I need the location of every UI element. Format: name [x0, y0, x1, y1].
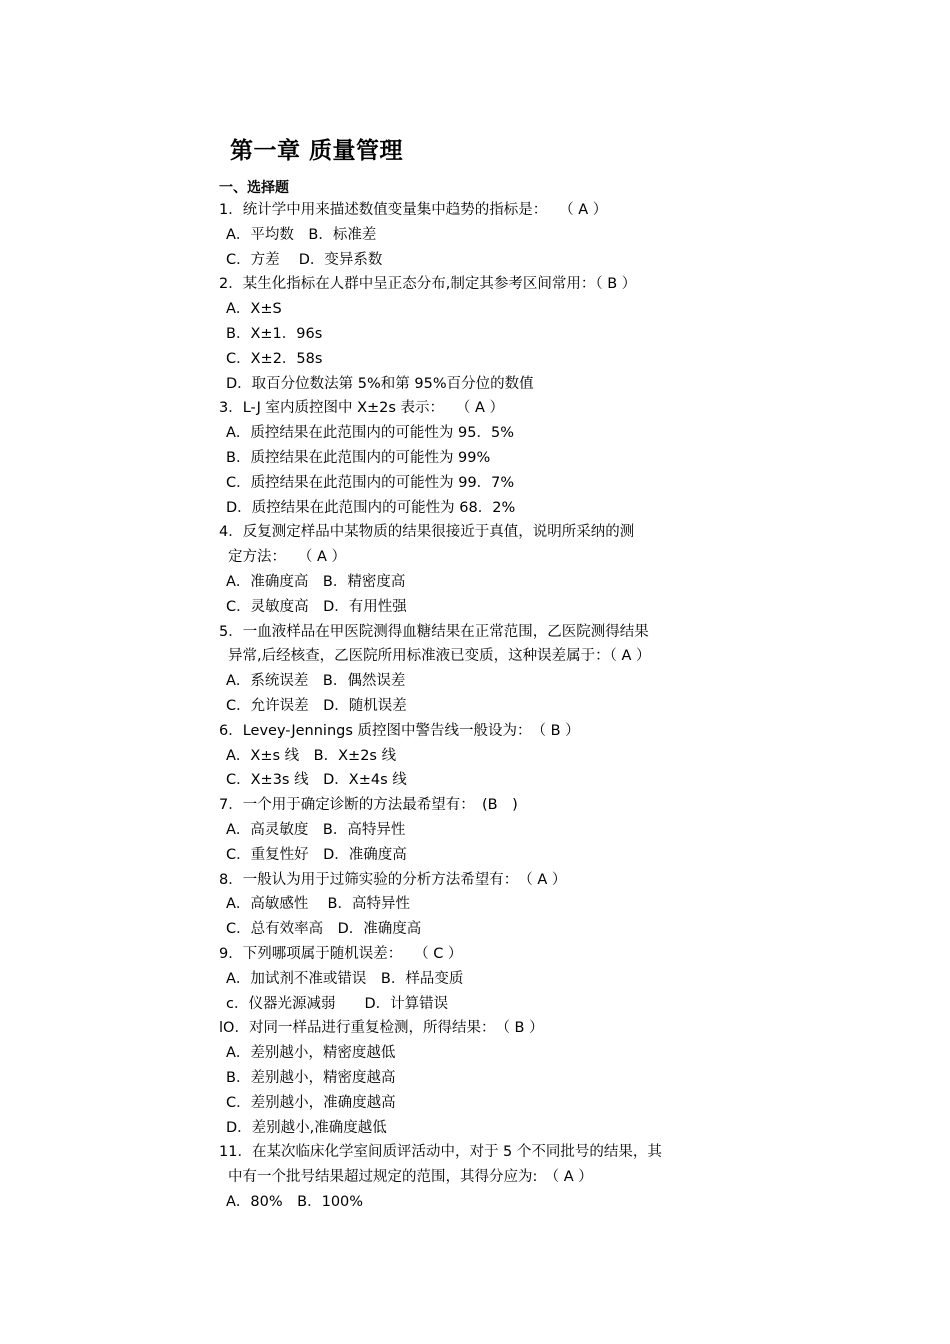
- question-line: 8．一般认为用于过筛实验的分析方法希望有： （ A ）: [219, 871, 567, 888]
- option-line: C．重复性好 D．准确度高: [226, 846, 407, 863]
- option-line: A．准确度高 B．精密度高: [226, 574, 406, 590]
- option-line: C．X±3s 线 D．X±4s 线: [226, 772, 407, 789]
- option-line: D．质控结果在此范围内的可能性为 68．2%: [226, 499, 516, 516]
- option-line: A．高敏感性 B．高特异性: [226, 896, 410, 913]
- question-line: 6．Levey-Jennings 质控图中警告线一般设为： （ B ）: [219, 722, 580, 739]
- question-continuation: 中有一个批号结果超过规定的范围，其得分应为: （ A ）: [228, 1169, 593, 1186]
- option-line: D．差别越小,准确度越低: [226, 1119, 387, 1136]
- chapter-title: 第一章 质量管理: [230, 137, 404, 164]
- option-line: A．X±S: [226, 301, 282, 318]
- question-line: 5．一血液样品在甲医院测得血糖结果在正常范围，乙医院测得结果: [219, 623, 649, 640]
- question-continuation: 定方法： （ A ）: [228, 549, 346, 566]
- question-continuation: 异常,后经核查，乙医院所用标准液已变质，这种误差属于：（ A ）: [228, 648, 651, 665]
- option-line: A．X±s 线 B．X±2s 线: [226, 747, 397, 764]
- option-line: B．质控结果在此范围内的可能性为 99%: [226, 450, 491, 466]
- option-line: B．X±1．96s: [226, 326, 323, 342]
- option-line: D．取百分位数法第 5%和第 95%百分位的数值: [226, 375, 534, 392]
- question-line: lO．对同一样品进行重复检测，所得结果： （ B ）: [219, 1020, 544, 1037]
- question-line: 4．反复测定样品中某物质的结果很接近于真值，说明所采纳的测: [219, 524, 635, 541]
- option-line: A．加试剂不准或错误 B．样品变质: [226, 970, 464, 987]
- option-line: A．平均数 B．标准差: [226, 226, 377, 243]
- option-line: B．差别越小，精密度越高: [226, 1070, 396, 1086]
- question-line: 2．某生化指标在人群中呈正态分布,制定其参考区间常用：（ B ）: [219, 276, 637, 293]
- section-heading: 一、选择题: [219, 180, 289, 196]
- option-line: C．允许误差 D．随机误差: [226, 698, 407, 714]
- question-line: 3．L-J 室内质控图中 X±2s 表示： （ A ）: [219, 400, 505, 417]
- option-line: C．质控结果在此范围内的可能性为 99．7%: [226, 474, 515, 491]
- option-line: C．方差 D．变异系数: [226, 251, 383, 268]
- option-line: C．总有效率高 D．准确度高: [226, 921, 422, 938]
- question-line: 11．在某次临床化学室间质评活动中，对于 5 个不同批号的结果，其: [219, 1144, 662, 1161]
- option-line: c．仪器光源减弱 D．计算错误: [226, 995, 449, 1012]
- option-line: A．差别越小，精密度越低: [226, 1045, 396, 1062]
- question-line: 7．一个用于确定诊断的方法最希望有： (B ): [219, 797, 518, 814]
- option-line: C．差别越小，准确度越高: [226, 1094, 396, 1111]
- question-line: 9．下列哪项属于随机误差： （ C ）: [219, 946, 463, 962]
- option-line: A．高灵敏度 B．高特异性: [226, 822, 406, 838]
- option-line: C．灵敏度高 D．有用性强: [226, 598, 407, 615]
- option-line: A．质控结果在此范围内的可能性为 95．5%: [226, 425, 514, 442]
- option-line: C．X±2．58s: [226, 350, 323, 367]
- question-line: 1．统计学中用来描述数值变量集中趋势的指标是： （ A ）: [219, 202, 608, 218]
- option-line: A．系统误差 B．偶然误差: [226, 673, 406, 690]
- option-line: A．80% B．100%: [226, 1194, 364, 1210]
